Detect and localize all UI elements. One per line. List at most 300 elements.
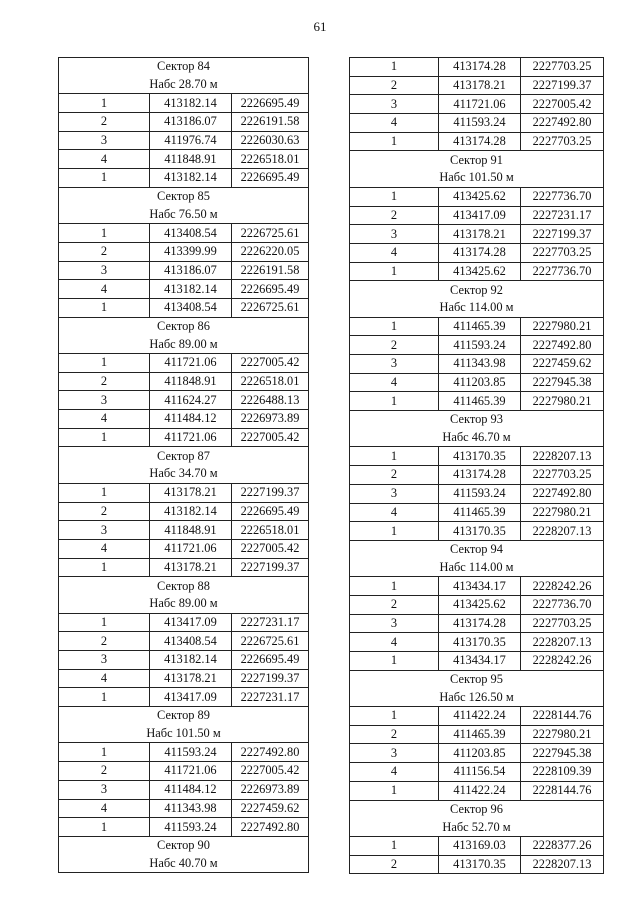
x-coordinate: 413170.35 xyxy=(439,447,521,466)
x-coordinate: 411848.91 xyxy=(150,521,232,540)
y-coordinate: 2228207.13 xyxy=(521,855,604,874)
y-coordinate: 2227980.21 xyxy=(521,392,604,411)
table-row xyxy=(350,781,604,800)
y-coordinate: 2227980.21 xyxy=(521,725,604,744)
y-coordinate: 2227492.80 xyxy=(521,484,604,503)
sector-height-row xyxy=(59,595,309,613)
y-coordinate: 2228242.26 xyxy=(521,652,604,671)
sector-title: Сектор 84 xyxy=(59,58,309,76)
sector-header-row xyxy=(59,187,309,205)
x-coordinate: 411721.06 xyxy=(150,354,232,373)
table-row xyxy=(59,613,309,632)
table-row xyxy=(59,688,309,707)
sector-height: Набс 114.00 м xyxy=(350,559,604,577)
sector-height: Набс 126.50 м xyxy=(350,688,604,706)
x-coordinate: 411465.39 xyxy=(439,392,521,411)
table-row xyxy=(350,707,604,726)
sector-header-row xyxy=(350,540,604,558)
point-number: 2 xyxy=(350,466,439,485)
point-number: 1 xyxy=(59,428,150,447)
x-coordinate: 413186.07 xyxy=(150,261,232,280)
coordinates-table-right xyxy=(349,57,604,874)
y-coordinate: 2228377.26 xyxy=(521,836,604,855)
point-number: 4 xyxy=(59,799,150,818)
x-coordinate: 413170.35 xyxy=(439,633,521,652)
table-row xyxy=(59,799,309,818)
table-row xyxy=(350,633,604,652)
table-row xyxy=(59,410,309,429)
point-number: 1 xyxy=(350,707,439,726)
x-coordinate: 413182.14 xyxy=(150,169,232,188)
x-coordinate: 411484.12 xyxy=(150,780,232,799)
table-row xyxy=(59,521,309,540)
point-number: 1 xyxy=(350,392,439,411)
table-row xyxy=(59,354,309,373)
point-number: 1 xyxy=(59,483,150,502)
point-number: 1 xyxy=(59,94,150,113)
y-coordinate: 2228109.39 xyxy=(521,763,604,782)
y-coordinate: 2227736.70 xyxy=(521,262,604,281)
table-row xyxy=(59,113,309,132)
x-coordinate: 413178.21 xyxy=(150,558,232,577)
sector-height: Набс 76.50 м xyxy=(59,206,309,224)
y-coordinate: 2227736.70 xyxy=(521,595,604,614)
table-row xyxy=(350,484,604,503)
sector-title: Сектор 91 xyxy=(350,151,604,169)
x-coordinate: 413186.07 xyxy=(150,113,232,132)
x-coordinate: 411203.85 xyxy=(439,373,521,392)
x-coordinate: 411593.24 xyxy=(150,743,232,762)
table-row xyxy=(350,392,604,411)
sector-title: Сектор 96 xyxy=(350,800,604,818)
y-coordinate: 2226518.01 xyxy=(232,150,309,169)
table-row xyxy=(350,114,604,133)
x-coordinate: 411721.06 xyxy=(150,428,232,447)
table-row xyxy=(350,447,604,466)
sector-title: Сектор 95 xyxy=(350,670,604,688)
table-row xyxy=(350,522,604,541)
x-coordinate: 413408.54 xyxy=(150,298,232,317)
table-row xyxy=(59,502,309,521)
table-row xyxy=(59,372,309,391)
y-coordinate: 2227736.70 xyxy=(521,187,604,206)
x-coordinate: 411593.24 xyxy=(439,114,521,133)
x-coordinate: 413425.62 xyxy=(439,595,521,614)
table-row xyxy=(59,818,309,837)
y-coordinate: 2227199.37 xyxy=(521,76,604,95)
sector-height: Набс 89.00 м xyxy=(59,335,309,353)
sector-height-row xyxy=(350,559,604,577)
x-coordinate: 411422.24 xyxy=(439,781,521,800)
point-number: 1 xyxy=(59,613,150,632)
y-coordinate: 2227005.42 xyxy=(232,539,309,558)
y-coordinate: 2227703.25 xyxy=(521,58,604,77)
table-row xyxy=(59,261,309,280)
y-coordinate: 2226488.13 xyxy=(232,391,309,410)
x-coordinate: 413174.28 xyxy=(439,58,521,77)
x-coordinate: 411721.06 xyxy=(150,762,232,781)
point-number: 3 xyxy=(350,95,439,114)
x-coordinate: 411848.91 xyxy=(150,372,232,391)
y-coordinate: 2227492.80 xyxy=(232,818,309,837)
table-row xyxy=(350,355,604,374)
table-row xyxy=(350,187,604,206)
point-number: 3 xyxy=(59,131,150,150)
point-number: 3 xyxy=(59,521,150,540)
y-coordinate: 2226695.49 xyxy=(232,502,309,521)
y-coordinate: 2226695.49 xyxy=(232,651,309,670)
sector-height: Набс 46.70 м xyxy=(350,429,604,447)
sector-header-row xyxy=(59,577,309,595)
table-row xyxy=(59,131,309,150)
sector-title: Сектор 87 xyxy=(59,447,309,465)
point-number: 4 xyxy=(59,280,150,299)
x-coordinate: 411203.85 xyxy=(439,744,521,763)
sector-height: Набс 114.00 м xyxy=(350,299,604,317)
table-row xyxy=(350,652,604,671)
y-coordinate: 2227199.37 xyxy=(232,669,309,688)
x-coordinate: 411593.24 xyxy=(439,336,521,355)
point-number: 3 xyxy=(59,261,150,280)
y-coordinate: 2228207.13 xyxy=(521,447,604,466)
table-row xyxy=(59,651,309,670)
x-coordinate: 413434.17 xyxy=(439,652,521,671)
point-number: 3 xyxy=(59,391,150,410)
sector-header-row xyxy=(350,411,604,429)
x-coordinate: 411465.39 xyxy=(439,725,521,744)
point-number: 4 xyxy=(59,410,150,429)
y-coordinate: 2226973.89 xyxy=(232,410,309,429)
table-row xyxy=(350,317,604,336)
point-number: 1 xyxy=(59,354,150,373)
point-number: 1 xyxy=(59,743,150,762)
y-coordinate: 2228144.76 xyxy=(521,781,604,800)
x-coordinate: 413170.35 xyxy=(439,855,521,874)
x-coordinate: 411465.39 xyxy=(439,317,521,336)
x-coordinate: 413170.35 xyxy=(439,522,521,541)
table-row xyxy=(350,58,604,77)
table-row xyxy=(350,614,604,633)
point-number: 4 xyxy=(59,539,150,558)
point-number: 2 xyxy=(350,76,439,95)
y-coordinate: 2227005.42 xyxy=(232,354,309,373)
y-coordinate: 2226518.01 xyxy=(232,372,309,391)
y-coordinate: 2227703.25 xyxy=(521,466,604,485)
point-number: 1 xyxy=(59,818,150,837)
table-row xyxy=(59,391,309,410)
point-number: 2 xyxy=(350,595,439,614)
sector-height-row xyxy=(350,688,604,706)
y-coordinate: 2226191.58 xyxy=(232,113,309,132)
sector-header-row xyxy=(350,670,604,688)
table-row xyxy=(59,94,309,113)
x-coordinate: 411721.06 xyxy=(150,539,232,558)
point-number: 3 xyxy=(350,484,439,503)
table-row xyxy=(350,95,604,114)
table-row xyxy=(59,224,309,243)
sector-title: Сектор 93 xyxy=(350,411,604,429)
sector-height-row xyxy=(59,206,309,224)
y-coordinate: 2227231.17 xyxy=(521,206,604,225)
y-coordinate: 2227459.62 xyxy=(232,799,309,818)
point-number: 3 xyxy=(59,651,150,670)
table-row xyxy=(59,669,309,688)
sector-height: Набс 101.50 м xyxy=(59,725,309,743)
point-number: 2 xyxy=(350,855,439,874)
y-coordinate: 2227980.21 xyxy=(521,503,604,522)
sector-height-row xyxy=(350,169,604,187)
point-number: 1 xyxy=(350,187,439,206)
y-coordinate: 2227231.17 xyxy=(232,613,309,632)
point-number: 1 xyxy=(350,262,439,281)
sector-header-row xyxy=(350,800,604,818)
table-row xyxy=(350,373,604,392)
sector-title: Сектор 89 xyxy=(59,707,309,725)
x-coordinate: 413399.99 xyxy=(150,242,232,261)
x-coordinate: 413169.03 xyxy=(439,836,521,855)
x-coordinate: 411343.98 xyxy=(150,799,232,818)
table-row xyxy=(59,428,309,447)
sector-header-row xyxy=(59,58,309,76)
y-coordinate: 2227199.37 xyxy=(232,558,309,577)
y-coordinate: 2227703.25 xyxy=(521,132,604,151)
point-number: 4 xyxy=(350,503,439,522)
point-number: 4 xyxy=(59,669,150,688)
point-number: 1 xyxy=(59,558,150,577)
y-coordinate: 2228207.13 xyxy=(521,633,604,652)
table-row xyxy=(350,206,604,225)
x-coordinate: 413174.28 xyxy=(439,614,521,633)
x-coordinate: 411848.91 xyxy=(150,150,232,169)
point-number: 4 xyxy=(350,373,439,392)
x-coordinate: 413182.14 xyxy=(150,280,232,299)
sector-height-row xyxy=(59,335,309,353)
y-coordinate: 2227492.80 xyxy=(521,114,604,133)
sector-title: Сектор 90 xyxy=(59,836,309,854)
table-row xyxy=(59,169,309,188)
sector-header-row xyxy=(59,707,309,725)
sector-height: Набс 52.70 м xyxy=(350,818,604,836)
x-coordinate: 411976.74 xyxy=(150,131,232,150)
sector-header-row xyxy=(59,447,309,465)
point-number: 1 xyxy=(350,58,439,77)
y-coordinate: 2226191.58 xyxy=(232,261,309,280)
sector-height-row xyxy=(59,855,309,873)
sector-title: Сектор 85 xyxy=(59,187,309,205)
point-number: 4 xyxy=(350,763,439,782)
table-row xyxy=(59,150,309,169)
table-row xyxy=(350,763,604,782)
sector-height-row xyxy=(59,465,309,483)
y-coordinate: 2227492.80 xyxy=(232,743,309,762)
y-coordinate: 2227231.17 xyxy=(232,688,309,707)
sector-height-row xyxy=(350,818,604,836)
sector-title: Сектор 94 xyxy=(350,540,604,558)
point-number: 4 xyxy=(350,114,439,133)
table-row xyxy=(59,780,309,799)
x-coordinate: 411422.24 xyxy=(439,707,521,726)
x-coordinate: 413417.09 xyxy=(439,206,521,225)
point-number: 3 xyxy=(350,225,439,244)
point-number: 1 xyxy=(350,132,439,151)
table-row xyxy=(350,595,604,614)
table-row xyxy=(350,225,604,244)
y-coordinate: 2228207.13 xyxy=(521,522,604,541)
x-coordinate: 411624.27 xyxy=(150,391,232,410)
table-row xyxy=(59,632,309,651)
y-coordinate: 2228144.76 xyxy=(521,707,604,726)
table-row xyxy=(350,503,604,522)
point-number: 3 xyxy=(350,744,439,763)
table-row xyxy=(350,132,604,151)
sector-title: Сектор 86 xyxy=(59,317,309,335)
x-coordinate: 413178.21 xyxy=(439,225,521,244)
point-number: 2 xyxy=(59,372,150,391)
point-number: 4 xyxy=(59,150,150,169)
point-number: 2 xyxy=(59,502,150,521)
point-number: 2 xyxy=(59,632,150,651)
x-coordinate: 411721.06 xyxy=(439,95,521,114)
point-number: 1 xyxy=(350,652,439,671)
table-row xyxy=(59,558,309,577)
x-coordinate: 413174.28 xyxy=(439,243,521,262)
coordinates-table-left xyxy=(58,57,309,873)
sector-title: Сектор 88 xyxy=(59,577,309,595)
page-number: 61 xyxy=(313,19,327,34)
x-coordinate: 413178.21 xyxy=(439,76,521,95)
x-coordinate: 411484.12 xyxy=(150,410,232,429)
x-coordinate: 411593.24 xyxy=(439,484,521,503)
sector-header-row xyxy=(59,836,309,854)
x-coordinate: 413182.14 xyxy=(150,651,232,670)
y-coordinate: 2226030.63 xyxy=(232,131,309,150)
point-number: 2 xyxy=(350,206,439,225)
x-coordinate: 411465.39 xyxy=(439,503,521,522)
y-coordinate: 2227199.37 xyxy=(232,483,309,502)
sector-height-row xyxy=(350,429,604,447)
y-coordinate: 2227459.62 xyxy=(521,355,604,374)
y-coordinate: 2226518.01 xyxy=(232,521,309,540)
x-coordinate: 413178.21 xyxy=(150,669,232,688)
point-number: 1 xyxy=(350,447,439,466)
table-row xyxy=(350,466,604,485)
point-number: 2 xyxy=(59,762,150,781)
point-number: 2 xyxy=(350,336,439,355)
x-coordinate: 413434.17 xyxy=(439,577,521,596)
y-coordinate: 2226973.89 xyxy=(232,780,309,799)
y-coordinate: 2228242.26 xyxy=(521,577,604,596)
x-coordinate: 411593.24 xyxy=(150,818,232,837)
y-coordinate: 2226220.05 xyxy=(232,242,309,261)
x-coordinate: 413174.28 xyxy=(439,132,521,151)
x-coordinate: 413182.14 xyxy=(150,94,232,113)
y-coordinate: 2227703.25 xyxy=(521,243,604,262)
y-coordinate: 2227980.21 xyxy=(521,317,604,336)
sector-height: Набс 28.70 м xyxy=(59,76,309,94)
point-number: 1 xyxy=(350,317,439,336)
sector-height: Набс 89.00 м xyxy=(59,595,309,613)
x-coordinate: 411343.98 xyxy=(439,355,521,374)
y-coordinate: 2226695.49 xyxy=(232,94,309,113)
y-coordinate: 2226725.61 xyxy=(232,224,309,243)
sector-header-row xyxy=(350,281,604,299)
point-number: 1 xyxy=(350,781,439,800)
y-coordinate: 2227945.38 xyxy=(521,373,604,392)
y-coordinate: 2226695.49 xyxy=(232,169,309,188)
sector-height: Набс 40.70 м xyxy=(59,855,309,873)
point-number: 2 xyxy=(350,725,439,744)
y-coordinate: 2227945.38 xyxy=(521,744,604,763)
table-row xyxy=(350,76,604,95)
point-number: 2 xyxy=(59,113,150,132)
table-row xyxy=(350,836,604,855)
table-row xyxy=(59,483,309,502)
point-number: 1 xyxy=(59,298,150,317)
table-row xyxy=(350,725,604,744)
y-coordinate: 2227005.42 xyxy=(232,428,309,447)
table-row xyxy=(59,242,309,261)
y-coordinate: 2227005.42 xyxy=(521,95,604,114)
point-number: 2 xyxy=(59,242,150,261)
sector-height-row xyxy=(59,76,309,94)
x-coordinate: 413425.62 xyxy=(439,262,521,281)
x-coordinate: 413408.54 xyxy=(150,632,232,651)
point-number: 1 xyxy=(350,577,439,596)
point-number: 4 xyxy=(350,243,439,262)
table-row xyxy=(59,743,309,762)
y-coordinate: 2227703.25 xyxy=(521,614,604,633)
x-coordinate: 413174.28 xyxy=(439,466,521,485)
point-number: 1 xyxy=(350,836,439,855)
sector-title: Сектор 92 xyxy=(350,281,604,299)
sector-header-row xyxy=(59,317,309,335)
sector-height: Набс 34.70 м xyxy=(59,465,309,483)
point-number: 1 xyxy=(59,688,150,707)
table-row xyxy=(59,298,309,317)
y-coordinate: 2227005.42 xyxy=(232,762,309,781)
point-number: 3 xyxy=(350,355,439,374)
point-number: 1 xyxy=(59,169,150,188)
table-row xyxy=(59,539,309,558)
table-row xyxy=(350,262,604,281)
table-row xyxy=(350,744,604,763)
table-row xyxy=(350,577,604,596)
table-row xyxy=(59,280,309,299)
table-row xyxy=(350,336,604,355)
sector-height: Набс 101.50 м xyxy=(350,169,604,187)
y-coordinate: 2226725.61 xyxy=(232,298,309,317)
x-coordinate: 413178.21 xyxy=(150,483,232,502)
table-row xyxy=(350,855,604,874)
x-coordinate: 413182.14 xyxy=(150,502,232,521)
y-coordinate: 2226725.61 xyxy=(232,632,309,651)
x-coordinate: 413417.09 xyxy=(150,688,232,707)
y-coordinate: 2227492.80 xyxy=(521,336,604,355)
sector-height-row xyxy=(350,299,604,317)
point-number: 3 xyxy=(59,780,150,799)
y-coordinate: 2226695.49 xyxy=(232,280,309,299)
x-coordinate: 413417.09 xyxy=(150,613,232,632)
point-number: 1 xyxy=(59,224,150,243)
y-coordinate: 2227199.37 xyxy=(521,225,604,244)
point-number: 3 xyxy=(350,614,439,633)
point-number: 4 xyxy=(350,633,439,652)
x-coordinate: 413425.62 xyxy=(439,187,521,206)
x-coordinate: 411156.54 xyxy=(439,763,521,782)
sector-header-row xyxy=(350,151,604,169)
sector-height-row xyxy=(59,725,309,743)
table-row xyxy=(350,243,604,262)
